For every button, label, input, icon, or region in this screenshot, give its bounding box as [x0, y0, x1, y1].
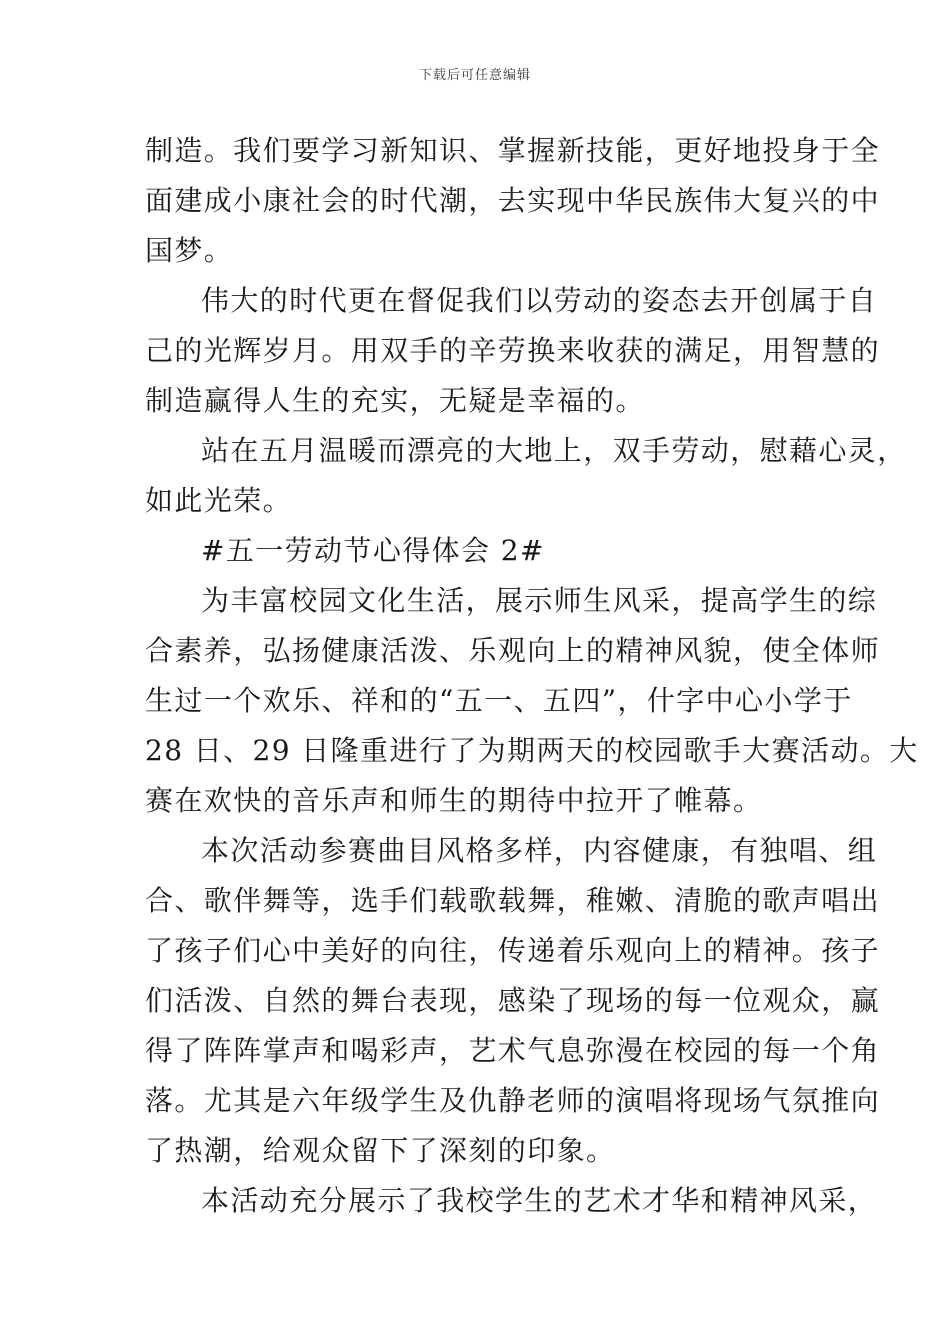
text-line: 得了阵阵掌声和喝彩声，艺术气息弥漫在校园的每一个角 — [145, 1034, 881, 1067]
text-line: 制造赢得人生的充实，无疑是幸福的。 — [145, 384, 645, 417]
text-line: 28 日、29 日隆重进行了为期两天的校园歌手大赛活动。大 — [145, 734, 919, 767]
text-line: 落。尤其是六年级学生及仇静老师的演唱将现场气氛推向 — [145, 1084, 881, 1117]
paragraph-first-line: 为丰富校园文化生活，展示师生风采，提高学生的综 — [201, 584, 878, 617]
text-line: 国梦。 — [145, 234, 234, 267]
paragraph-first-line: 本活动充分展示了我校学生的艺术才华和精神风采， — [201, 1184, 878, 1217]
document-body — [145, 126, 919, 1226]
text-line: 制造。我们要学习新知识、掌握新技能，更好地投身于全 — [145, 134, 881, 167]
text-line: 赛在欢快的音乐声和师生的期待中拉开了帷幕。 — [145, 784, 763, 817]
paragraph-first-line: 站在五月温暖而漂亮的大地上，双手劳动，慰藉心灵， — [201, 434, 907, 467]
text-line: 了孩子们心中美好的向往，传递着乐观向上的精神。孩子 — [145, 934, 881, 967]
text-line: 面建成小康社会的时代潮，去实现中华民族伟大复兴的中 — [145, 184, 881, 217]
text-line: 了热潮，给观众留下了深刻的印象。 — [145, 1134, 616, 1167]
text-line: 们活泼、自然的舞台表现，感染了现场的每一位观众，赢 — [145, 984, 881, 1017]
text-line: 生过一个欢乐、祥和的“五一、五四”，什字中心小学于 — [145, 684, 853, 717]
paragraph-first-line: 伟大的时代更在督促我们以劳动的姿态去开创属于自 — [201, 284, 878, 317]
paragraph-first-line: 本次活动参赛曲目风格多样，内容健康，有独唱、组 — [201, 834, 878, 867]
text-line: 己的光辉岁月。用双手的辛劳换来收获的满足，用智慧的 — [145, 334, 881, 367]
header-note: 下载后可任意编辑 — [418, 68, 531, 83]
text-line: 合、歌伴舞等，选手们载歌载舞，稚嫩、清脆的歌声唱出 — [145, 884, 881, 917]
section-heading: #五一劳动节心得体会 2# — [201, 534, 545, 567]
text-line: 如此光荣。 — [145, 484, 293, 517]
text-line: 合素养，弘扬健康活泼、乐观向上的精神风貌，使全体师 — [145, 634, 881, 667]
